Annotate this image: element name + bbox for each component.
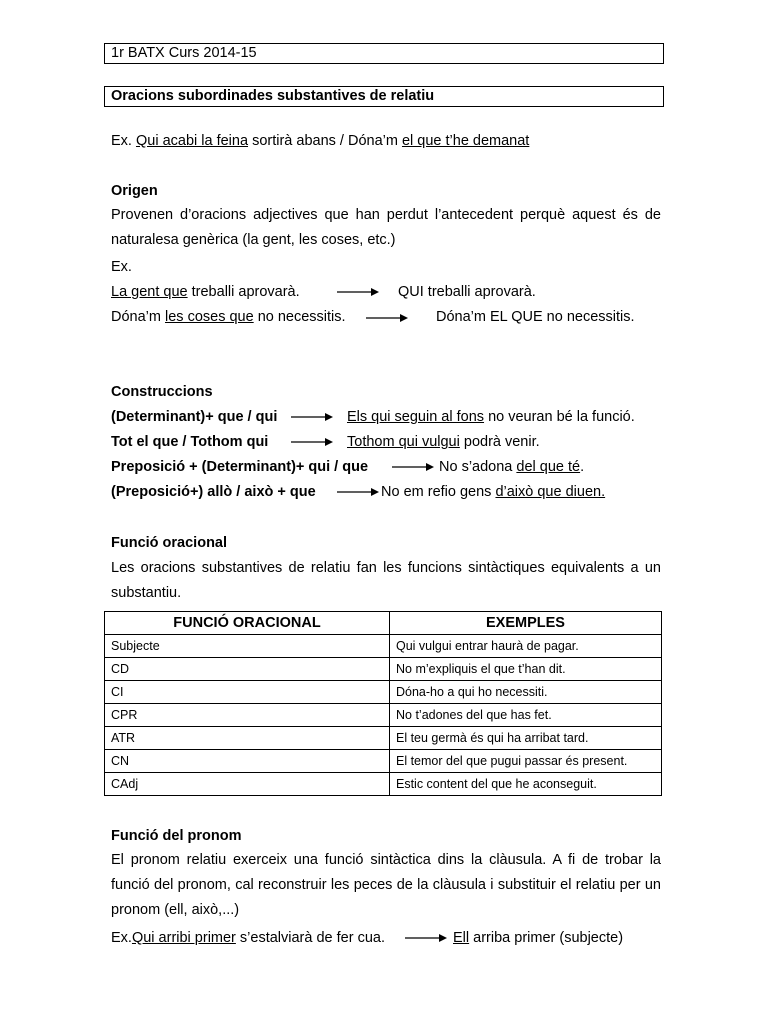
table-cell-funcio: CAdj — [105, 773, 390, 796]
origen-r2-start: Dóna’m — [111, 309, 161, 325]
constr-r1-label: (Determinant)+ que / qui — [111, 409, 278, 425]
intro-ex-label: Ex. — [111, 133, 132, 149]
construccions-title: Construccions — [111, 384, 213, 400]
origen-r2-underlined: les coses que — [165, 309, 254, 325]
constr-r3-start: No s’adona — [439, 459, 513, 475]
pronom-result-underlined: Ell — [453, 930, 470, 946]
origen-title: Origen — [111, 183, 158, 199]
table-cell-exemple: Qui vulgui entrar haurà de pagar. — [390, 635, 662, 658]
table-header-row — [105, 612, 662, 635]
constr-r2-label: Tot el que / Tothom qui — [111, 434, 269, 450]
table-row — [105, 658, 662, 681]
table-cell-funcio: CPR — [105, 704, 390, 727]
origen-text: Provenen d’oracions adjectives que han perdut l’antecedent perquè aquest és de naturalesa genèrica (la gent, les coses, etc.) — [111, 207, 661, 249]
pronom-result-rest: arriba primer (subjecte) — [473, 930, 624, 946]
origen-r1-underlined: La gent que — [111, 284, 188, 300]
origen-example-1 — [111, 282, 300, 302]
table-cell-funcio: CN — [105, 750, 390, 773]
intro-example — [111, 131, 529, 151]
intro-ex-part3: el que t’he demanat — [401, 133, 530, 149]
intro-ex-part1: Qui acabi la feina — [135, 133, 249, 149]
arrow-icon — [392, 457, 434, 477]
table-row — [105, 750, 662, 773]
table-row — [105, 727, 662, 750]
origen-ex-label: Ex. — [111, 259, 132, 275]
course-header: 1r BATX Curs 2014-15 — [104, 43, 664, 64]
funcio-oracional-title: Funció oracional — [111, 535, 228, 551]
table-row — [105, 681, 662, 704]
arrow-icon — [291, 407, 333, 427]
constr-r4-example — [381, 482, 605, 502]
arrow-icon — [337, 482, 379, 502]
table-cell-exemple: No m’expliquis el que t’han dit. — [390, 658, 662, 681]
arrow-icon — [291, 432, 333, 452]
constr-r4-start: No em refio gens — [381, 484, 492, 500]
table-header-funcio: FUNCIÓ ORACIONAL — [105, 612, 390, 635]
constr-r1-rest: no veuran bé la funció. — [488, 409, 635, 425]
pronom-ex-rest: s’estalviarà de fer cua. — [239, 930, 385, 946]
table-cell-exemple: El temor del que pugui passar és present. — [390, 750, 662, 773]
constr-r3-end: . — [580, 459, 585, 475]
origen-example-2 — [111, 307, 346, 327]
constr-r3-example — [439, 457, 584, 477]
table-cell-funcio: Subjecte — [105, 635, 390, 658]
table-cell-funcio: CI — [105, 681, 390, 704]
pronom-result — [453, 928, 623, 948]
constr-r2-rest: podrà venir. — [463, 434, 540, 450]
table-cell-exemple: Dóna-ho a qui ho necessiti. — [390, 681, 662, 704]
constr-r3-underlined: del que té — [516, 459, 581, 475]
funcio-pronom-text: El pronom relatiu exerceix una funció sintàctica dins la clàusula. A fi de trobar la funció del pronom, cal reconstruir les peces de la clàusula i substituir el relatiu per un pronom (ell, això,...) — [111, 852, 661, 919]
arrow-icon — [366, 308, 408, 328]
origen-r2-result: Dóna’m EL QUE no necessitis. — [436, 309, 635, 325]
table-row — [105, 635, 662, 658]
table-cell-funcio: CD — [105, 658, 390, 681]
table-cell-exemple: El teu germà és qui ha arribat tard. — [390, 727, 662, 750]
table-cell-funcio: ATR — [105, 727, 390, 750]
table-cell-exemple: No t’adones del que has fet. — [390, 704, 662, 727]
table-cell-exemple: Estic content del que he aconseguit. — [390, 773, 662, 796]
constr-r2-example — [347, 432, 540, 452]
pronom-ex-label: Ex. — [111, 930, 132, 946]
table-header-exemples: EXEMPLES — [390, 612, 662, 635]
constr-r1-example — [347, 407, 635, 427]
origen-r1-result: QUI treballi aprovarà. — [398, 284, 536, 300]
table-row — [105, 704, 662, 727]
constr-r4-label: (Preposició+) allò / això + que — [111, 484, 316, 500]
origen-r2-rest: no necessitis. — [257, 309, 346, 325]
funcio-table — [104, 611, 662, 796]
constr-r3-label: Preposició + (Determinant)+ qui / que — [111, 459, 369, 475]
constr-r4-underlined: d’això que diuen. — [495, 484, 606, 500]
topic-header: Oracions subordinades substantives de relatiu — [104, 86, 664, 107]
pronom-ex-underlined: Qui arribi primer — [131, 930, 236, 946]
constr-r2-underlined: Tothom qui vulgui — [347, 434, 460, 450]
table-row — [105, 773, 662, 796]
arrow-icon — [405, 928, 447, 948]
pronom-example — [111, 928, 385, 948]
arrow-icon — [337, 282, 379, 302]
constr-r1-underlined: Els qui seguin al fons — [347, 409, 485, 425]
funcio-pronom-title: Funció del pronom — [111, 828, 242, 844]
origen-r1-rest: treballi aprovarà. — [191, 284, 300, 300]
intro-ex-part2: sortirà abans / Dóna’m — [252, 133, 398, 149]
funcio-oracional-text: Les oracions substantives de relatiu fan les funcions sintàctiques equivalents a un substantiu. — [111, 560, 661, 602]
